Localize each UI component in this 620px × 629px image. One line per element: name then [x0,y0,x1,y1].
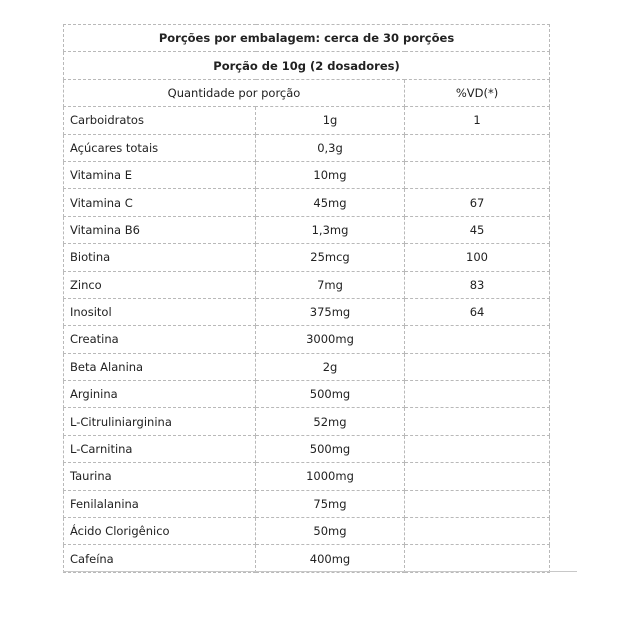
table-row [64,107,550,134]
servings-per-package: Porções por embalagem: cerca de 30 porções [64,25,550,52]
nutrient-amount: 1g [256,107,405,134]
nutrition-facts-table [63,24,550,573]
bottom-divider [63,571,577,572]
serving-size: Porção de 10g (2 dosadores) [64,52,550,79]
nutrient-name: Creatina [64,326,256,353]
nutrient-daily-value [405,161,550,188]
table-row [64,463,550,490]
nutrient-name: Beta Alanina [64,353,256,380]
nutrient-name: Vitamina B6 [64,216,256,243]
nutrient-amount: 2g [256,353,405,380]
nutrient-name: Ácido Clorigênico [64,518,256,545]
nutrient-daily-value: 1 [405,107,550,134]
nutrient-name: Açúcares totais [64,134,256,161]
table-row [64,244,550,271]
nutrient-daily-value [405,463,550,490]
table-row [64,189,550,216]
nutrient-name: L-Citruliniarginina [64,408,256,435]
nutrient-daily-value: 45 [405,216,550,243]
nutrient-amount: 7mg [256,271,405,298]
nutrient-daily-value: 100 [405,244,550,271]
nutrient-name: Zinco [64,271,256,298]
table-row [64,408,550,435]
table-row [64,134,550,161]
nutrient-amount: 50mg [256,518,405,545]
nutrient-amount: 25mcg [256,244,405,271]
nutrient-daily-value: 83 [405,271,550,298]
nutrient-amount: 375mg [256,298,405,325]
daily-value-header: %VD(*) [405,79,550,106]
nutrient-name: L-Carnitina [64,435,256,462]
nutrient-name: Carboidratos [64,107,256,134]
nutrient-daily-value: 67 [405,189,550,216]
nutrient-daily-value [405,408,550,435]
nutrient-amount: 500mg [256,381,405,408]
nutrient-name: Vitamina C [64,189,256,216]
quantity-header: Quantidade por porção [64,79,405,106]
nutrient-name: Inositol [64,298,256,325]
nutrient-amount: 3000mg [256,326,405,353]
nutrient-amount: 1,3mg [256,216,405,243]
nutrient-name: Arginina [64,381,256,408]
nutrient-amount: 1000mg [256,463,405,490]
nutrient-daily-value [405,545,550,572]
table-row [64,490,550,517]
nutrient-name: Taurina [64,463,256,490]
table-row [64,271,550,298]
nutrient-amount: 45mg [256,189,405,216]
table-row [64,298,550,325]
table-row [64,545,550,572]
nutrient-daily-value [405,435,550,462]
nutrient-name: Biotina [64,244,256,271]
nutrient-daily-value [405,326,550,353]
nutrient-amount: 75mg [256,490,405,517]
serving-size-row [64,52,550,79]
table-row [64,216,550,243]
nutrient-daily-value [405,490,550,517]
table-row [64,353,550,380]
nutrient-daily-value: 64 [405,298,550,325]
table-row [64,518,550,545]
table-row [64,435,550,462]
column-header-row [64,79,550,106]
nutrient-amount: 0,3g [256,134,405,161]
servings-row [64,25,550,52]
nutrient-daily-value [405,381,550,408]
table-row [64,326,550,353]
nutrient-amount: 400mg [256,545,405,572]
nutrient-amount: 52mg [256,408,405,435]
nutrient-daily-value [405,518,550,545]
table-row [64,381,550,408]
nutrient-daily-value [405,134,550,161]
nutrient-amount: 500mg [256,435,405,462]
nutrient-name: Fenilalanina [64,490,256,517]
nutrient-daily-value [405,353,550,380]
nutrient-amount: 10mg [256,161,405,188]
table-row [64,161,550,188]
nutrition-table-body [64,25,550,573]
nutrient-name: Cafeína [64,545,256,572]
nutrient-name: Vitamina E [64,161,256,188]
